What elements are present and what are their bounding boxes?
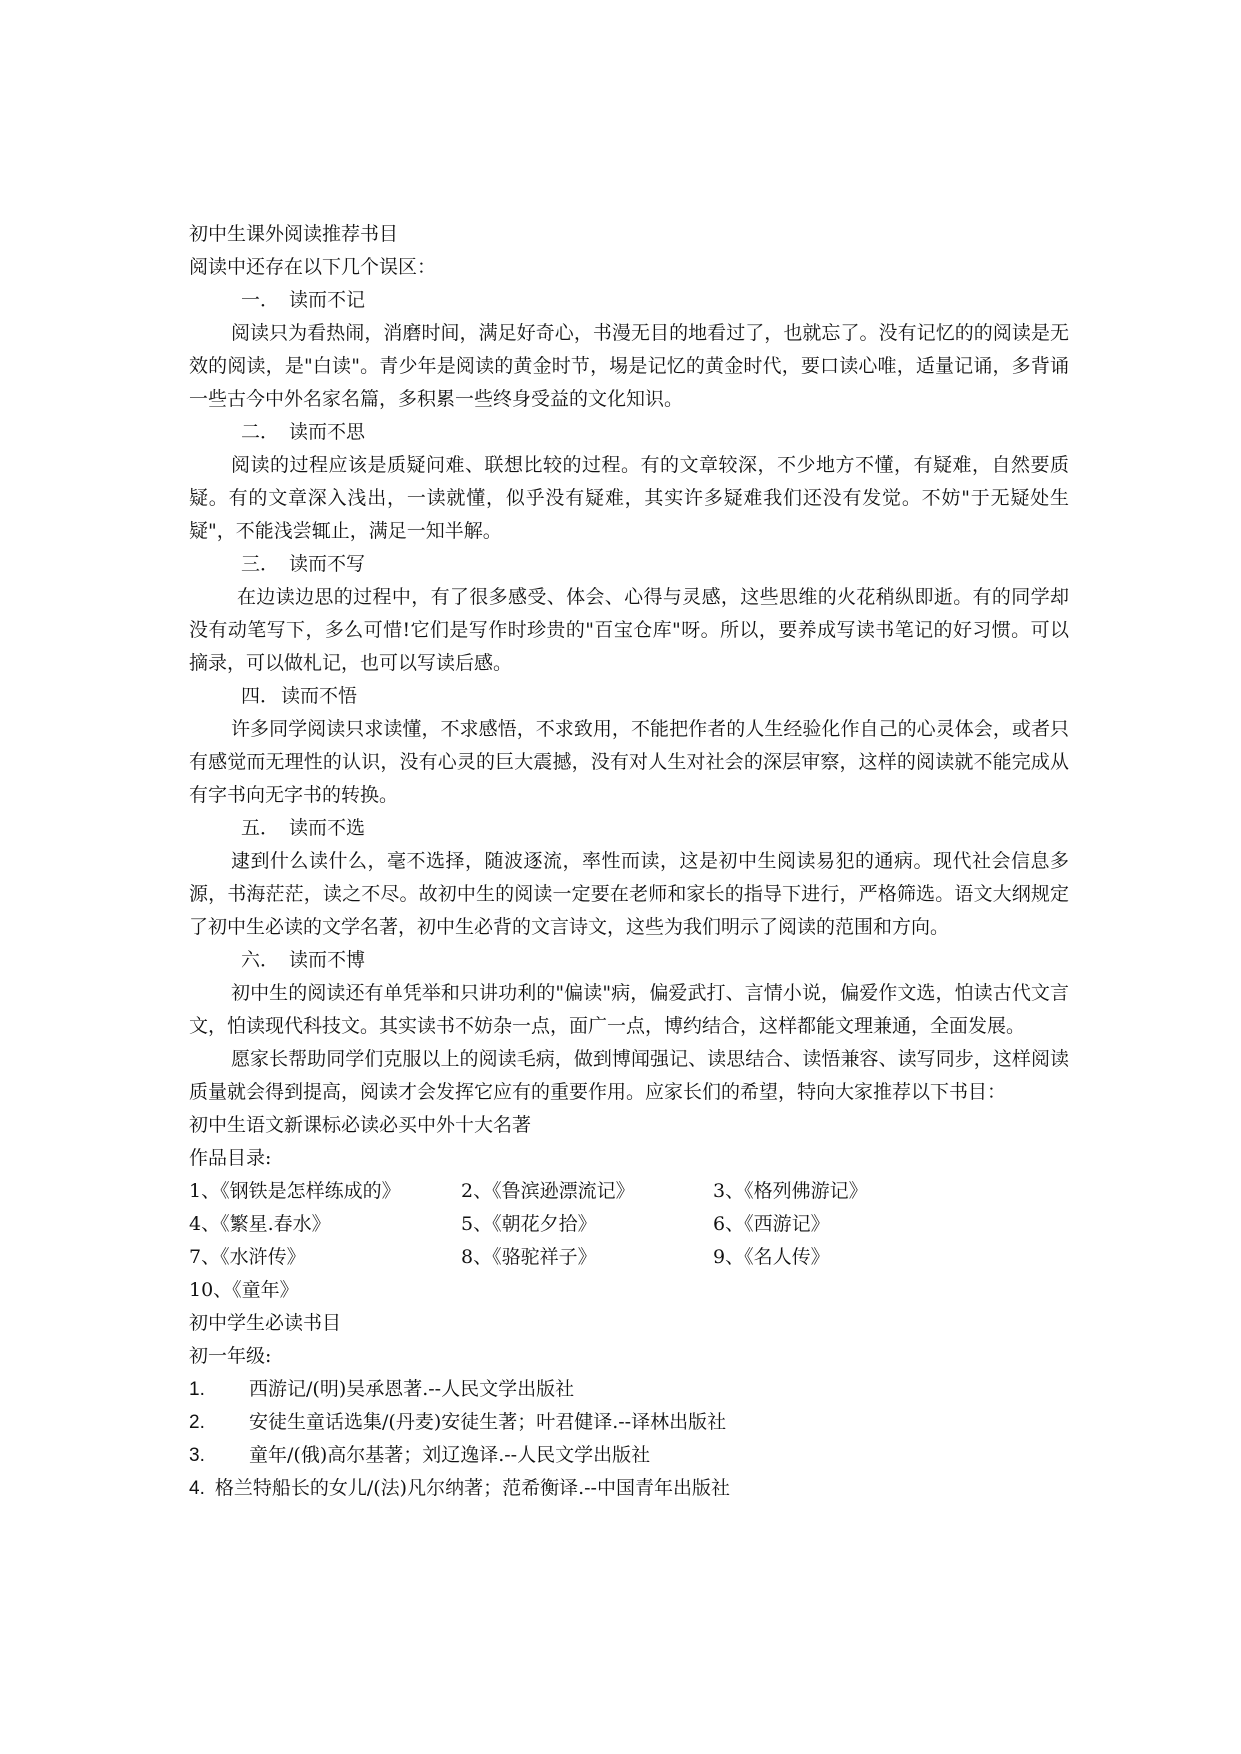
works-row: [189, 1274, 1069, 1307]
book-number: 2.: [189, 1412, 205, 1433]
section-body-4: 许多同学阅读只求读懂，不求感悟，不求致用，不能把作者的人生经验化作自己的心灵体会，或者只有感觉而无理性的认识，没有心灵的巨大震撼，没有对人生对社会的深层审察，这样的阅读就不能完成从有字书向无字书的转换。: [189, 718, 1069, 806]
works-row: [189, 1208, 1069, 1241]
section-heading-3: [189, 548, 1069, 581]
section-title: 读而不写: [289, 553, 366, 575]
work-item: 7、《水浒传》: [189, 1246, 306, 1268]
work-item: 5、《朝花夕拾》: [461, 1213, 597, 1235]
document-title: 初中生课外阅读推荐书目: [189, 223, 399, 245]
works-row: [189, 1175, 1069, 1208]
closing-paragraph: 愿家长帮助同学们克服以上的阅读毛病，做到博闻强记、读思结合、读悟兼容、读写同步，这样阅读质量就会得到提高，阅读才会发挥它应有的重要作用。应家长们的希望，特向大家推荐以下书目：: [189, 1048, 1069, 1103]
section-number: 一．: [241, 289, 280, 311]
grade-label: 初一年级:: [189, 1345, 272, 1367]
work-item: 10、《童年》: [189, 1279, 299, 1301]
section-heading-5: [189, 812, 1069, 845]
book-number: 3.: [189, 1445, 205, 1466]
book-number: 4.: [189, 1478, 205, 1499]
book-text: 西游记/(明)吴承恩著.--人民文学出版社: [249, 1378, 575, 1400]
intro-line: 阅读中还存在以下几个误区：: [189, 256, 437, 278]
section-title: 读而不记: [289, 289, 366, 311]
section-number: 四．: [241, 685, 280, 707]
section-body-3: 在边读边思的过程中，有了很多感受、体会、心得与灵感，这些思维的火花稍纵即逝。有的同学却没有动笔写下，多么可惜!它们是写作时珍贵的"百宝仓库"呀。所以，要养成写读书笔记的好习惯。可以摘录，可以做札记，也可以写读后感。: [189, 586, 1069, 674]
book-number: 1.: [189, 1379, 205, 1400]
work-item: 8、《骆驼祥子》: [461, 1246, 597, 1268]
section-number: 五．: [241, 817, 280, 839]
section-body-2: 阅读的过程应该是质疑问难、联想比较的过程。有的文章较深，不少地方不懂，有疑难，自然要质疑。有的文章深入浅出，一读就懂，似乎没有疑难，其实许多疑难我们还没有发觉。不妨"于无疑处生疑"，不能浅尝辄止，满足一知半解。: [189, 454, 1069, 542]
section-heading-4: [189, 680, 1069, 713]
section-title: 读而不选: [289, 817, 366, 839]
work-item: 6、《西游记》: [713, 1213, 830, 1235]
list-title: 初中生语文新课标必读必买中外十大名著: [189, 1114, 532, 1136]
section-heading-6: [189, 944, 1069, 977]
document-page: [189, 218, 1069, 1505]
section-heading-2: [189, 416, 1069, 449]
book-item: [189, 1439, 1069, 1472]
work-item: 9、《名人传》: [713, 1246, 830, 1268]
section-number: 六．: [241, 949, 280, 971]
work-item: 1、《钢铁是怎样练成的》: [189, 1180, 401, 1202]
works-row: [189, 1241, 1069, 1274]
must-read-title: 初中学生必读书目: [189, 1312, 342, 1334]
section-heading-1: [189, 284, 1069, 317]
section-title: 读而不思: [289, 421, 366, 443]
book-item: [189, 1472, 1069, 1505]
book-text: 童年/(俄)高尔基著；刘辽逸译.--人民文学出版社: [249, 1444, 651, 1466]
section-title: 读而不博: [289, 949, 366, 971]
section-number: 二．: [241, 421, 280, 443]
book-text: 格兰特船长的女儿/(法)凡尔纳著；范希衡译.--中国青年出版社: [214, 1477, 730, 1499]
book-text: 安徒生童话选集/(丹麦)安徒生著；叶君健译.--译林出版社: [249, 1411, 727, 1433]
work-item: 4、《繁星.春水》: [189, 1213, 331, 1235]
section-number: 三．: [241, 553, 280, 575]
book-item: [189, 1406, 1069, 1439]
works-label: 作品目录:: [189, 1147, 272, 1169]
section-title: 读而不悟: [281, 685, 358, 707]
work-item: 3、《格列佛游记》: [713, 1180, 868, 1202]
section-body-1: 阅读只为看热闹，消磨时间，满足好奇心，书漫无目的地看过了，也就忘了。没有记忆的的阅读是无效的阅读，是"白读"。青少年是阅读的黄金时节，埸是记忆的黄金时代，要口读心唯，适量记诵，多背诵一些古今中外名家名篇，多积累一些终身受益的文化知识。: [189, 322, 1069, 410]
section-body-5: 逮到什么读什么，毫不选择，随波逐流，率性而读，这是初中生阅读易犯的通病。现代社会信息多源，书海茫茫，读之不尽。故初中生的阅读一定要在老师和家长的指导下进行，严格筛选。语文大纲规定了初中生必读的文学名著，初中生必背的文言诗文，这些为我们明示了阅读的范围和方向。: [189, 850, 1069, 938]
book-item: [189, 1373, 1069, 1406]
section-body-6: 初中生的阅读还有单凭举和只讲功利的"偏读"病，偏爱武打、言情小说，偏爱作文选，怕读古代文言文，怕读现代科技文。其实读书不妨杂一点，面广一点，博约结合，这样都能文理兼通，全面发展。: [189, 982, 1069, 1037]
work-item: 2、《鲁滨逊漂流记》: [461, 1180, 635, 1202]
